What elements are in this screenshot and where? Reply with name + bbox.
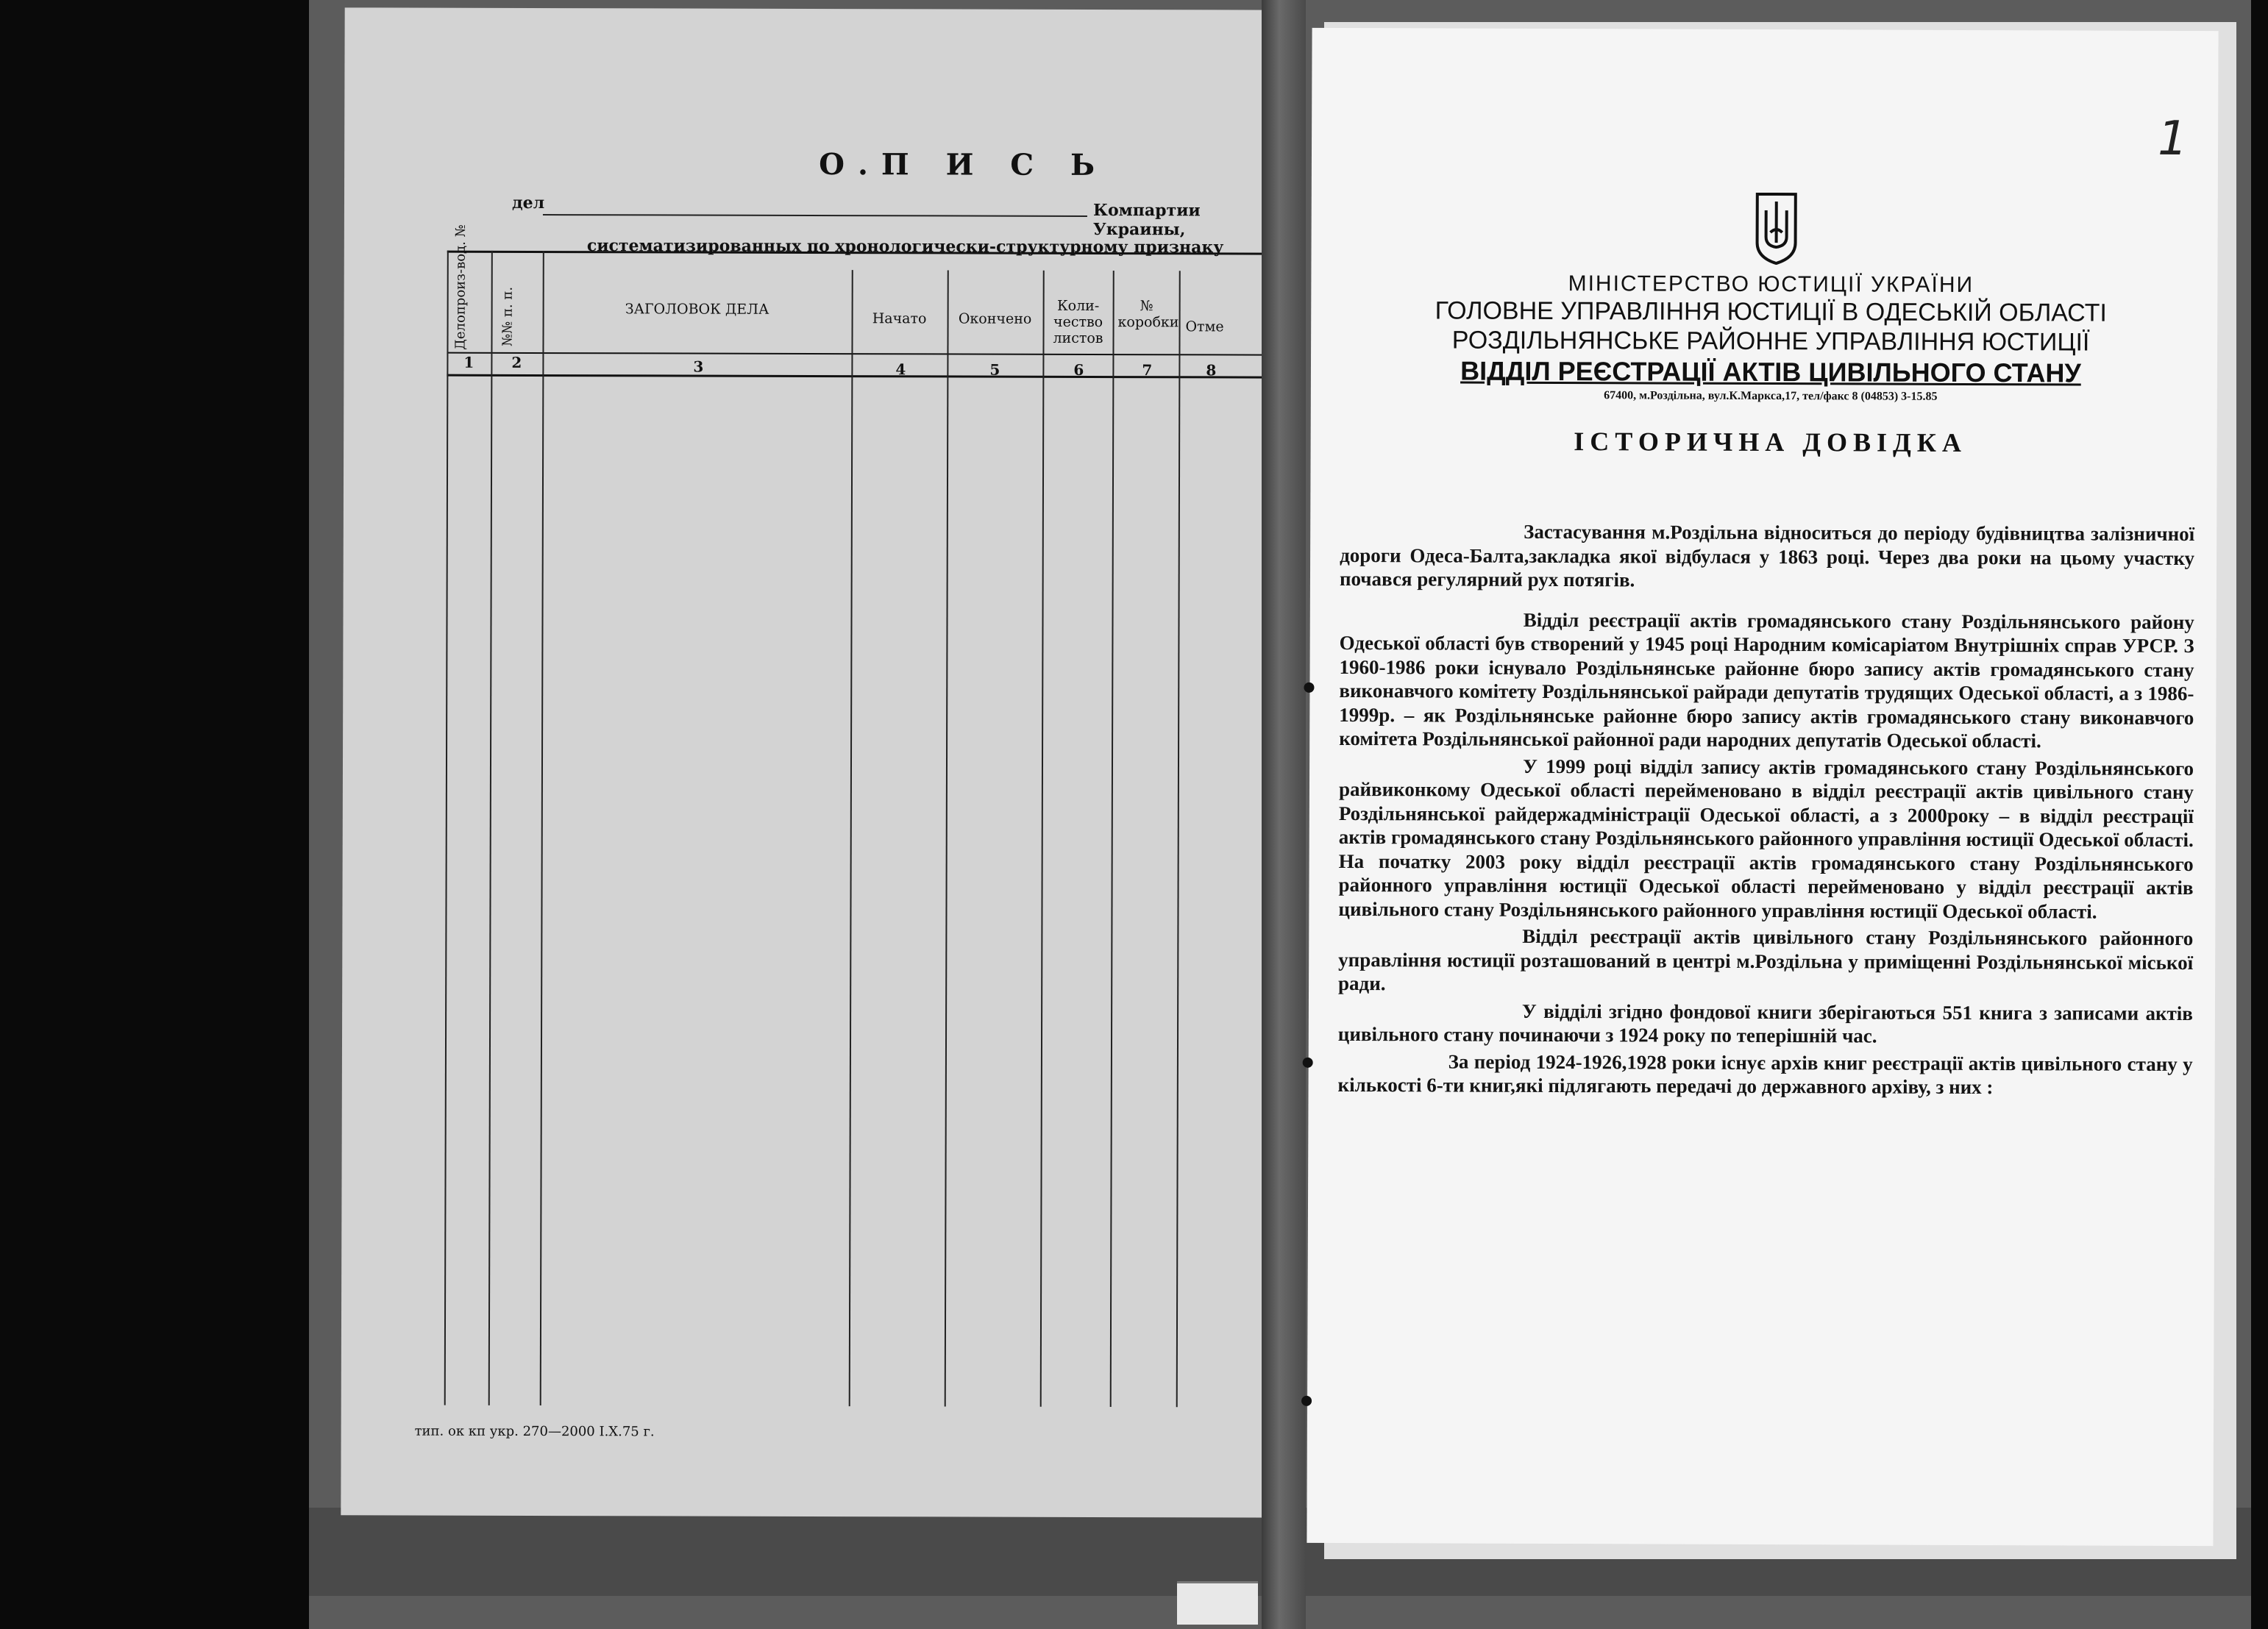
column-divider (945, 270, 949, 1406)
column-header-1: Делопроиз-вод. № (452, 224, 469, 350)
paragraph-2: Відділ реєстрації актів громадянського стану Роздільнянського району Одеської області був створений у 1945 році Народним комісаріатом Внутрішніх справ УРСР. З 1960-1986 роки існувало Роздільнянське районне бюро запису актів громадянського стану виконавчого комітету Роздільнянської райради депутатів трудящих Одеської області, а з 1986-1999р. – як Роздільнянське районне бюро запису актів громадянського стану виконавчого комітета Роздільнянської районної ради народних депутатів Одеської області. (1339, 608, 2194, 752)
header-main-department: ГОЛОВНЕ УПРАВЛІННЯ ЮСТИЦІЇ В ОДЕСЬКІЙ ОБЛАСТІ (1435, 296, 2107, 327)
page-number: 1 (2157, 111, 2188, 167)
form-line2: систематизированных по хронологически-структурному признаку (586, 236, 1224, 257)
column-number-2: 2 (511, 353, 522, 371)
paragraph-4: Відділ реєстрації актів цивільного стану Роздільнянського районного управління юстиції розташований в центрі м.Роздільна у приміщенні Роздільнянської міської ради. (1338, 924, 2194, 995)
column-number-1: 1 (463, 353, 474, 371)
table-number-rule (447, 352, 1293, 356)
paragraph-5: У відділі згідно фондової книги зберігаються 551 книга з записами актів цивільного стану починаючи з 1924 року по теперішній час. (1337, 999, 2193, 1047)
form-line1-start: дел (511, 193, 545, 213)
inventory-form-page (341, 7, 1293, 1517)
column-header-4: Начато (872, 310, 927, 327)
column-header-8: Отме (1185, 318, 1224, 335)
header-address: 67400, м.Роздільна, вул.К.Маркса,17, тел/факс 8 (04853) 3-15.85 (1604, 389, 1938, 403)
binding-hole (1304, 682, 1314, 693)
paragraph-6: За період 1924-1926,1928 роки існує архів книг реєстрації актів цивільного стану у кількості 6-ти книг,які підлягають передачі до державного архіву, з них : (1337, 1050, 2193, 1099)
column-header-5: Окончено (958, 310, 1032, 327)
paragraph-3: У 1999 році відділ запису актів громадянського стану Роздільнянського райвиконкому Одеської області перейменовано в відділ реєстрації актів цивільного стану Роздільнянської райдержадміністрації Одеської області, а з 2000року – в відділ реєстрації актів громадянського стану Роздільнянського районного управління юстиції Одеської області. На початку 2003 року відділ реєстрації актів громадянського стану Роздільнянського районного управління юстиції Одеської області перейменовано у відділ реєстрації актів цивільного стану Роздільнянського районного управління юстиції Одеської області. (1338, 755, 2194, 923)
column-number-7: 7 (1142, 361, 1153, 379)
binder-spine (1262, 0, 1306, 1629)
header-office: ВІДДІЛ РЕЄСТРАЦІЇ АКТІВ ЦИВІЛЬНОГО СТАНУ (1460, 355, 2081, 388)
column-header-2: №№ п. п. (500, 286, 516, 346)
table-header-bottom-rule (447, 374, 1293, 379)
column-number-4: 4 (895, 360, 906, 379)
historical-note-page (1307, 28, 2218, 1546)
column-divider (540, 251, 544, 1405)
header-district-department: РОЗДІЛЬНЯНСЬКЕ РАЙОННЕ УПРАВЛІННЯ ЮСТИЦІЇ (1451, 326, 2090, 357)
binding-hole (1301, 1396, 1312, 1406)
column-divider (849, 270, 853, 1406)
form-title: О.П И С Ь (819, 147, 1109, 183)
column-number-3: 3 (693, 357, 704, 376)
column-number-8: 8 (1206, 361, 1217, 379)
trident-emblem-icon (1752, 191, 1799, 265)
column-divider (488, 251, 493, 1405)
column-divider (444, 251, 449, 1405)
column-number-6: 6 (1073, 360, 1084, 379)
paragraph-1: Застасування м.Роздільна відноситься до періоду будівництва залізничної дороги Одеса-Балта,закладка якої відбулася у 1863 році. Через два роки на цьому участку почався регулярний рух потягів. (1339, 520, 2195, 591)
document-body (1338, 519, 2195, 1100)
column-divider (1040, 271, 1045, 1407)
column-number-5: 5 (989, 360, 1000, 379)
column-divider (1110, 271, 1115, 1407)
column-header-6: Коли-чество листов (1053, 297, 1103, 347)
form-fill-rule (543, 214, 1087, 217)
column-header-7: № коробки (1117, 298, 1179, 331)
form-line1-end: Компартии Украины, (1092, 200, 1201, 240)
header-ministry: МІНІСТЕРСТВО ЮСТИЦІЇ УКРАЇНИ (1568, 271, 1974, 297)
binding-hole (1303, 1058, 1313, 1068)
binder-tag (1177, 1581, 1258, 1625)
column-divider (1176, 271, 1181, 1407)
column-header-3: ЗАГОЛОВОК ДЕЛА (625, 301, 769, 318)
document-title: ІСТОРИЧНА ДОВІДКА (1574, 427, 1968, 457)
form-print-footer: тип. ок кп укр. 270—2000 I.X.75 г. (414, 1423, 655, 1440)
